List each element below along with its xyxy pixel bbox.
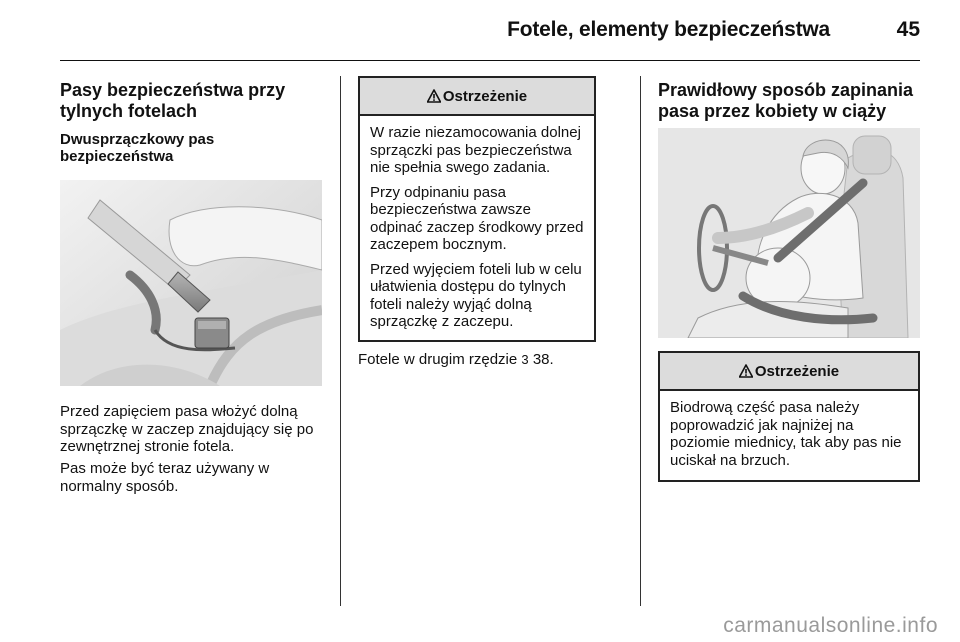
instruction-paragraph-1: Przed zapięciem pasa włożyć dolną sprzączkę w zaczep znajdujący się po zewnętrznej stronie fotela. bbox=[60, 403, 314, 455]
warning-paragraph-1: W razie niezamocowania dolnej sprzączki pas bezpieczeństwa nie spełnia swego zadania. bbox=[370, 124, 581, 176]
warning-header bbox=[660, 353, 918, 391]
warning-body bbox=[660, 391, 918, 475]
buckle-illustration-svg bbox=[60, 180, 322, 386]
cross-reference-text: Fotele w drugim rzędzie bbox=[358, 351, 518, 368]
warning-body bbox=[360, 116, 594, 337]
instruction-paragraph-2: Pas może być teraz używany w normalny sposób. bbox=[60, 460, 270, 495]
page-header-title: Fotele, elementy bezpieczeństwa bbox=[507, 18, 830, 41]
reference-arrow: 3 bbox=[521, 352, 529, 367]
cross-reference bbox=[358, 351, 628, 369]
pregnant-woman-illustration-svg bbox=[658, 128, 920, 338]
warning-paragraph-1: Biodrową część pasa należy poprowadzić jak najniżej na poziomie miednicy, tak aby pas nie uciskał na brzuch. bbox=[670, 399, 902, 469]
subsection-title-two-buckle-belt: Dwusprzączkowy pas bezpieczeństwa bbox=[60, 131, 215, 165]
section-title-rear-seat-belts: Pasy bezpieczeństwa przy tylnych fotelach bbox=[60, 80, 286, 121]
cross-reference-page[interactable]: 38. bbox=[532, 351, 554, 368]
illustration-pregnant-woman-belt bbox=[658, 128, 920, 338]
warning-box-buckle bbox=[358, 76, 596, 342]
warning-box-pregnancy bbox=[658, 351, 920, 482]
section-title-pregnant-women: Prawidłowy sposób zapinania pasa przez kobiety w ciąży bbox=[658, 80, 914, 121]
header-divider bbox=[60, 60, 920, 61]
warning-title: Ostrzeżenie bbox=[754, 362, 840, 380]
watermark-text: carmanualsonline.info bbox=[723, 614, 938, 637]
illustration-belt-buckle bbox=[60, 180, 322, 386]
warning-triangle-icon bbox=[427, 89, 441, 103]
page-number: 45 bbox=[896, 18, 920, 41]
warning-paragraph-2: Przy odpinaniu pasa bezpieczeństwa zawsze odpinać zaczep środkowy przed zaczepem bocznym. bbox=[370, 183, 584, 253]
warning-triangle-icon bbox=[739, 364, 753, 378]
warning-paragraph-3: Przed wyjęciem foteli lub w celu ułatwienia dostępu do tylnych foteli należy wyjąć dolną sprzączkę z zaczepu. bbox=[370, 260, 582, 330]
warning-title: Ostrzeżenie bbox=[442, 87, 528, 105]
column-divider-left bbox=[340, 76, 341, 606]
column-divider-right bbox=[640, 76, 641, 606]
warning-header bbox=[360, 78, 594, 116]
